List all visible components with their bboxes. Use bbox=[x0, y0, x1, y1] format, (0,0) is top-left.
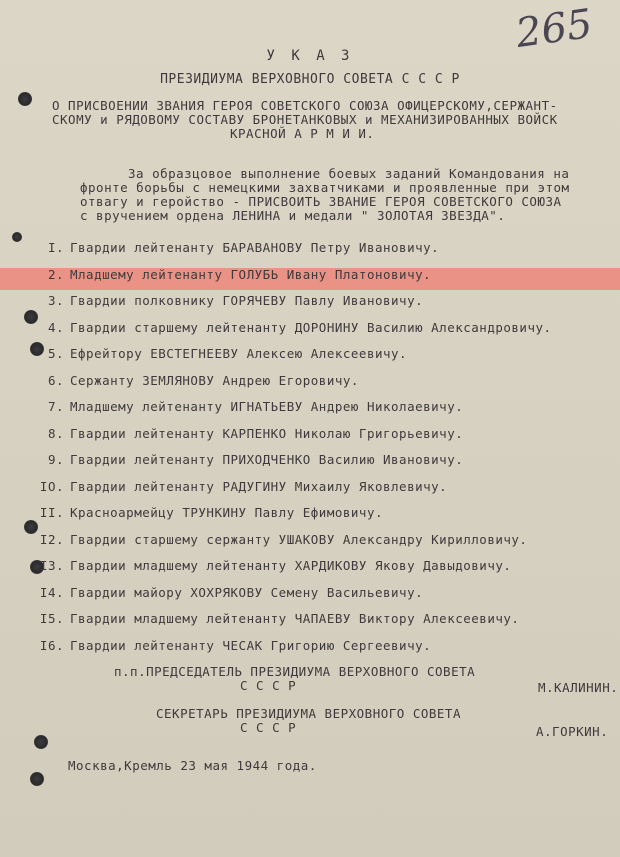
awardee-text: Сержанту ЗЕМЛЯНОВУ Андрею Егоровичу. bbox=[70, 372, 359, 388]
awardee-row bbox=[34, 479, 447, 494]
awardee-number: 6. bbox=[47, 372, 64, 388]
awardee-number: I. bbox=[47, 240, 64, 255]
awardee-text: Младшему лейтенанту ИГНАТЬЕВУ Андрею Николаевичу. bbox=[70, 399, 464, 414]
awardee-number: I3. bbox=[39, 558, 64, 573]
awardee-text: Гвардии лейтенанту ЧЕСАК Григорию Сергеевичу. bbox=[70, 637, 432, 653]
awardee-row bbox=[34, 426, 463, 441]
chair-signature-name: М.КАЛИНИН. bbox=[538, 680, 619, 695]
awardee-row bbox=[34, 532, 527, 547]
awardee-text: Гвардии старшему лейтенанту ДОРОНИНУ Василию Александровичу. bbox=[70, 319, 552, 335]
subject-line-2: СКОМУ и РЯДОВОМУ СОСТАВУ БРОНЕТАНКОВЫХ и МЕХАНИЗИРОВАННЫХ ВОЙСК bbox=[52, 112, 558, 127]
awardee-text: Гвардии полковнику ГОРЯЧЕВУ Павлу Ивановичу. bbox=[70, 293, 424, 308]
secretary-title: СЕКРЕТАРЬ ПРЕЗИДИУМА ВЕРХОВНОГО СОВЕТА bbox=[156, 706, 461, 721]
awardee-row bbox=[34, 399, 463, 414]
awardee-number: II. bbox=[39, 505, 64, 520]
awardee-number: 7. bbox=[47, 399, 64, 414]
awardee-row bbox=[34, 320, 552, 335]
awardee-text: Красноармейцу ТРУНКИНУ Павлу Ефимовичу. bbox=[70, 505, 383, 520]
awardee-number: I2. bbox=[39, 531, 64, 547]
awardee-row bbox=[34, 585, 423, 600]
preamble-line-1: За образцовое выполнение боевых заданий Командования на bbox=[128, 166, 570, 181]
awardee-number: 3. bbox=[47, 293, 64, 308]
preamble-line-2: фронте борьбы с немецкими захватчиками и проявленные при этом bbox=[80, 180, 570, 195]
awardee-text: Гвардии младшему лейтенанту ХАРДИКОВУ Якову Давыдовичу. bbox=[70, 558, 512, 573]
awardee-row bbox=[34, 373, 359, 388]
awardee-text: Гвардии майору ХОХРЯКОВУ Семену Васильевичу. bbox=[70, 584, 424, 600]
punch-hole bbox=[18, 92, 32, 106]
subject-line-1: О ПРИСВОЕНИИ ЗВАНИЯ ГЕРОЯ СОВЕТСКОГО СОЮЗА ОФИЦЕРСКОМУ,СЕРЖАНТ- bbox=[52, 98, 558, 113]
awardee-row bbox=[34, 452, 463, 467]
preamble-line-3: отвагу и геройство - ПРИСВОИТЬ ЗВАНИЕ ГЕРОЯ СОВЕТСКОГО СОЮЗА bbox=[80, 194, 562, 209]
awardee-number: 9. bbox=[47, 452, 64, 467]
awardee-number: I6. bbox=[39, 637, 64, 653]
awardee-number: 2. bbox=[47, 266, 64, 282]
awardee-row bbox=[34, 267, 431, 282]
decree-issuer: ПРЕЗИДИУМА ВЕРХОВНОГО СОВЕТА С С С Р bbox=[160, 72, 460, 87]
awardee-text: Гвардии старшему сержанту УШАКОВУ Александру Кирилловичу. bbox=[70, 531, 528, 547]
awardee-row bbox=[34, 293, 423, 308]
awardee-text: Гвардии младшему лейтенанту ЧАПАЕВУ Виктору Алексеевичу. bbox=[70, 611, 520, 626]
awardee-text: Гвардии лейтенанту РАДУГИНУ Михаилу Яковлевичу. bbox=[70, 478, 448, 494]
awardee-number: IO. bbox=[39, 478, 64, 494]
awardee-row bbox=[34, 505, 383, 520]
dateline: Москва,Кремль 23 мая 1944 года. bbox=[68, 758, 317, 773]
awardee-number: 8. bbox=[47, 425, 64, 441]
awardee-row bbox=[34, 611, 519, 626]
subject-line-3: КРАСНОЙ А Р М И И. bbox=[230, 126, 375, 141]
awardee-row bbox=[34, 240, 439, 255]
chair-country: С С С Р bbox=[240, 678, 297, 693]
awardee-number: 4. bbox=[47, 319, 64, 335]
preamble-line-4: с вручением ордена ЛЕНИНА и медали " ЗОЛОТАЯ ЗВЕЗДА". bbox=[80, 208, 506, 223]
secretary-signature-name: А.ГОРКИН. bbox=[536, 724, 609, 739]
punch-hole bbox=[34, 735, 48, 749]
awardee-row bbox=[34, 558, 511, 573]
archive-number-stamp: 265 bbox=[512, 0, 595, 58]
awardee-text: Младшему лейтенанту ГОЛУБЬ Ивану Платоновичу. bbox=[70, 266, 432, 282]
awardee-text: Гвардии лейтенанту ПРИХОДЧЕНКО Василию Ивановичу. bbox=[70, 452, 464, 467]
secretary-country: С С С Р bbox=[240, 720, 297, 735]
awardee-text: Гвардии лейтенанту БАРАВАНОВУ Петру Ивановичу. bbox=[70, 240, 440, 255]
awardee-text: Гвардии лейтенанту КАРПЕНКО Николаю Григорьевичу. bbox=[70, 425, 464, 441]
awardee-number: I4. bbox=[39, 584, 64, 600]
punch-hole bbox=[12, 232, 22, 242]
awardee-row bbox=[34, 638, 431, 653]
awardee-number: I5. bbox=[39, 611, 64, 626]
awardee-text: Ефрейтору ЕВСТЕГНЕЕВУ Алексею Алексеевичу. bbox=[70, 346, 408, 361]
awardee-row bbox=[34, 346, 407, 361]
decree-title: У К А З bbox=[266, 48, 354, 64]
chair-title: п.п.ПРЕДСЕДАТЕЛЬ ПРЕЗИДИУМА ВЕРХОВНОГО СОВЕТА bbox=[114, 664, 476, 679]
punch-hole bbox=[30, 772, 44, 786]
awardee-number: 5. bbox=[47, 346, 64, 361]
